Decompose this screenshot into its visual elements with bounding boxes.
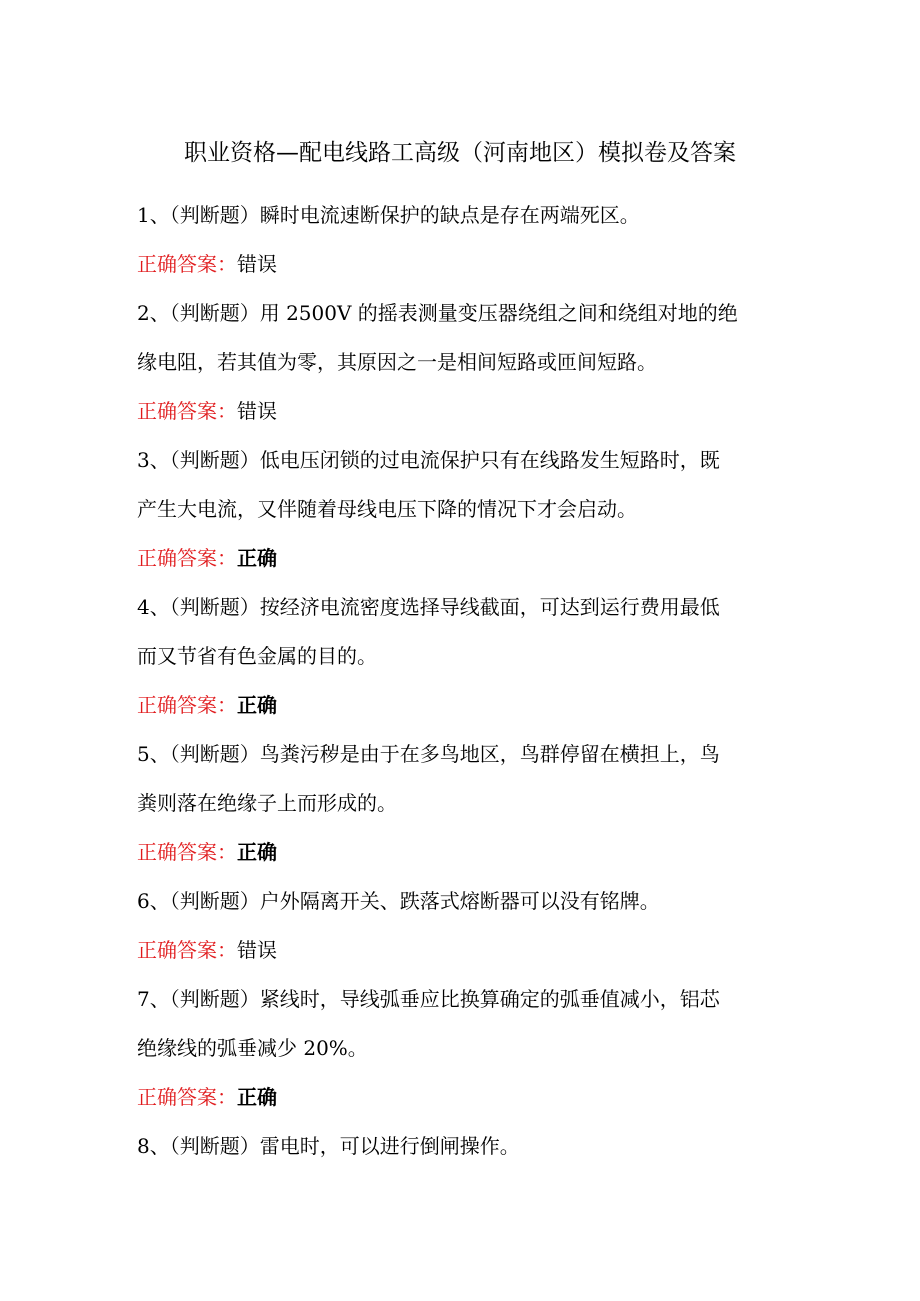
answer-value: 错误: [237, 252, 277, 276]
answer-label: 正确答案：: [137, 693, 237, 717]
question-5-line-2: 粪则落在绝缘子上而形成的。: [137, 791, 397, 815]
question-3-answer: [137, 542, 277, 574]
document-title: 职业资格—配电线路工高级（河南地区）模拟卷及答案: [184, 140, 736, 166]
question-3-line-1: 3、（判断题）低电压闭锁的过电流保护只有在线路发生短路时，既: [137, 448, 720, 472]
question-4-line-1: 4、（判断题）按经济电流密度选择导线截面，可达到运行费用最低: [137, 595, 720, 619]
answer-value: 正确: [237, 840, 277, 864]
question-1-answer: [137, 248, 277, 280]
question-4-answer: [137, 689, 277, 721]
question-5-line-1: 5、（判断题）鸟粪污秽是由于在多鸟地区，鸟群停留在横担上，鸟: [137, 742, 720, 766]
answer-label: 正确答案：: [137, 938, 237, 962]
question-3-line-2: 产生大电流，又伴随着母线电压下降的情况下才会启动。: [137, 497, 637, 521]
answer-value: 正确: [237, 546, 277, 570]
question-2-line-1: 2、（判断题）用 2500V 的摇表测量变压器绕组之间和绕组对地的绝: [137, 301, 738, 325]
answer-label: 正确答案：: [137, 399, 237, 423]
answer-label: 正确答案：: [137, 1085, 237, 1109]
question-1-line-1: 1、（判断题）瞬时电流速断保护的缺点是存在两端死区。: [137, 203, 640, 227]
question-7-line-1: 7、（判断题）紧线时，导线弧垂应比换算确定的弧垂值减小，铝芯: [137, 987, 720, 1011]
answer-value: 错误: [237, 938, 277, 962]
question-5-answer: [137, 836, 277, 868]
answer-value: 正确: [237, 693, 277, 717]
answer-label: 正确答案：: [137, 840, 237, 864]
question-2-line-2: 缘电阻，若其值为零，其原因之一是相间短路或匝间短路。: [137, 350, 657, 374]
question-4-line-2: 而又节省有色金属的目的。: [137, 644, 377, 668]
question-6-line-1: 6、（判断题）户外隔离开关、跌落式熔断器可以没有铭牌。: [137, 889, 660, 913]
question-7-line-2: 绝缘线的弧垂减少 20%。: [137, 1036, 368, 1060]
answer-value: 错误: [237, 399, 277, 423]
question-7-answer: [137, 1081, 277, 1113]
question-8-line-1: 8、（判断题）雷电时，可以进行倒闸操作。: [137, 1134, 520, 1158]
answer-label: 正确答案：: [137, 252, 237, 276]
question-2-answer: [137, 395, 277, 427]
answer-value: 正确: [237, 1085, 277, 1109]
question-6-answer: [137, 934, 277, 966]
answer-label: 正确答案：: [137, 546, 237, 570]
